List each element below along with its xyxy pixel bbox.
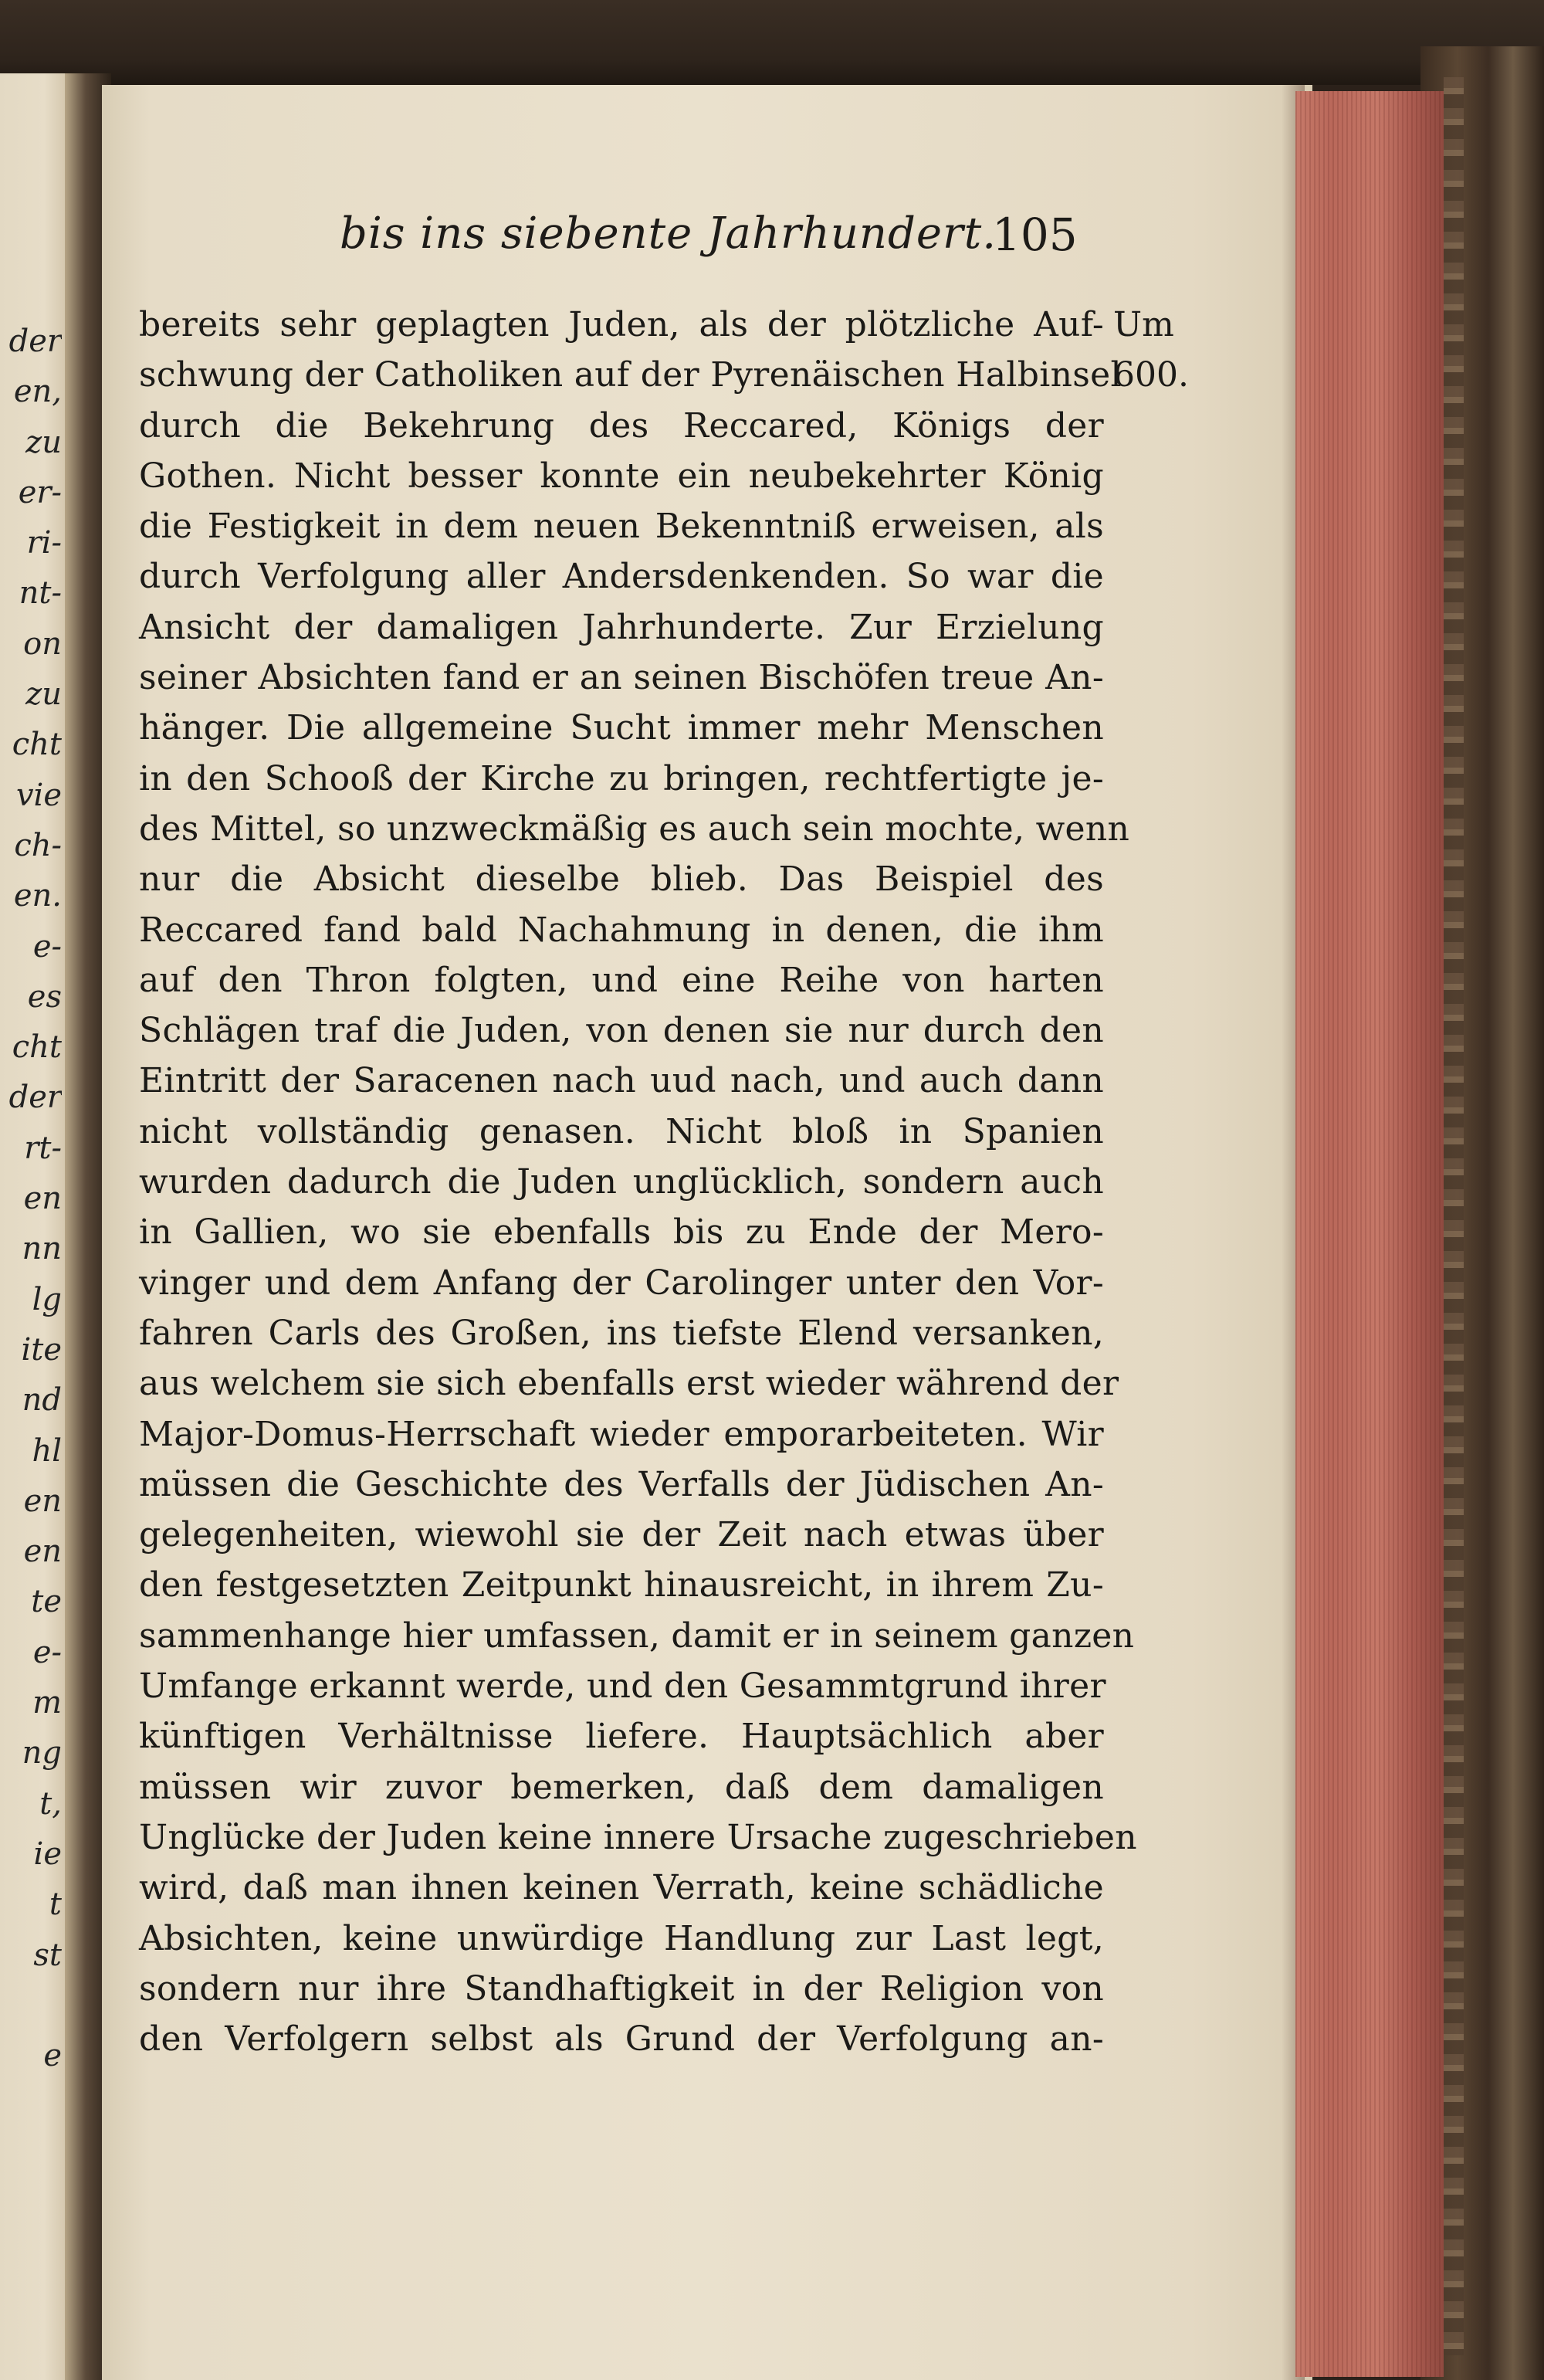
left-page-fragment: en <box>23 1181 62 1217</box>
left-page-fragment: e- <box>32 928 62 965</box>
margin-note <box>1113 300 1206 401</box>
text-line: in den Schooß der Kirche zu bringen, rechtfertigte je- <box>139 758 1104 798</box>
left-page-fragment: cht <box>12 727 62 763</box>
left-page-fragment: zu <box>25 424 62 460</box>
text-line: Reccared fand bald Nachahmung in denen, die ihm <box>139 910 1104 950</box>
text-line: Unglücke der Juden keine innere Ursache zugeschrieben <box>139 1817 1137 1857</box>
left-page-fragment: en, <box>13 374 62 410</box>
text-line: aus welchem sie sich ebenfalls erst wieder während der <box>139 1364 1119 1404</box>
page-number: 105 <box>992 209 1078 261</box>
left-page-fragment: er- <box>18 474 62 510</box>
text-line: Absichten, keine unwürdige Handlung zur Last legt, <box>139 1918 1104 1958</box>
text-line: vinger und dem Anfang der Carolinger unter den Vor- <box>139 1263 1104 1303</box>
left-page-fragments <box>0 317 62 2081</box>
running-head: bis ins siebente Jahrhundert. <box>340 209 997 259</box>
left-page-fragment: st <box>33 1937 62 1973</box>
text-line: hänger. Die allgemeine Sucht immer mehr Menschen <box>139 708 1104 748</box>
text-line: Eintritt der Saracenen nach uud nach, und auch dann <box>139 1061 1104 1101</box>
left-page-fragment: lg <box>32 1281 62 1317</box>
text-line: sammenhange hier umfassen, damit er in seinem ganzen <box>139 1615 1135 1656</box>
text-line: schwung der Catholiken auf der Pyrenäischen Halbinsel <box>139 355 1122 395</box>
page-fore-edge <box>1295 91 1444 2377</box>
text-line: nur die Absicht dieselbe blieb. Das Beispiel des <box>139 859 1104 900</box>
left-page-fragment: e- <box>32 1634 62 1670</box>
book-cover-top <box>0 0 1544 85</box>
cover-binding-edge <box>1444 77 1464 2355</box>
left-page-fragment: cht <box>12 1029 62 1066</box>
text-line: künftigen Verhältnisse liefere. Hauptsächlich aber <box>139 1717 1104 1757</box>
left-page-fragment: nd <box>22 1382 62 1419</box>
text-line: Ansicht der damaligen Jahrhunderte. Zur Erzielung <box>139 607 1104 647</box>
text-line: den festgesetzten Zeitpunkt hinausreicht, in ihrem Zu- <box>139 1565 1104 1605</box>
text-line: sondern nur ihre Standhaftigkeit in der Religion von <box>139 1968 1104 2009</box>
text-line: in Gallien, wo sie ebenfalls bis zu Ende der Mero- <box>139 1212 1104 1253</box>
text-line: müssen wir zuvor bemerken, daß dem damaligen <box>139 1767 1104 1807</box>
left-page-fragment: rt- <box>24 1130 62 1166</box>
left-page-fragment: ch- <box>14 827 62 863</box>
text-line: Gothen. Nicht besser konnte ein neubekehrter König <box>139 456 1104 496</box>
text-line: Major-Domus-Herrschaft wieder emporarbeiteten. Wir <box>139 1414 1104 1454</box>
text-line: nicht vollständig genasen. Nicht bloß in Spanien <box>139 1111 1104 1151</box>
text-line: müssen die Geschichte des Verfalls der Jüdischen An- <box>139 1464 1104 1504</box>
text-line: wurden dadurch die Juden unglücklich, sondern auch <box>139 1162 1104 1202</box>
text-line: wird, daß man ihnen keinen Verrath, keine schädliche <box>139 1868 1104 1908</box>
left-page-fragment: nt- <box>19 575 62 612</box>
text-line: den Verfolgern selbst als Grund der Verfolgung an- <box>139 2019 1104 2060</box>
left-page-fragment: ri- <box>26 525 62 561</box>
text-line: Umfange erkannt werde, und den Gesammtgrund ihrer <box>139 1666 1106 1707</box>
left-page-fragment <box>0 1981 62 2031</box>
left-page-fragment: e <box>43 2038 62 2074</box>
left-page-fragment: ie <box>33 1836 62 1872</box>
left-page-fragment: en <box>23 1483 62 1519</box>
left-page-fragment: ng <box>22 1735 62 1771</box>
left-page-fragment: m <box>32 1685 62 1721</box>
left-page-fragment: hl <box>32 1432 62 1469</box>
left-page-fragment: t <box>49 1887 62 1923</box>
left-page-fragment: te <box>31 1584 62 1620</box>
text-line: Schlägen traf die Juden, von denen sie nur durch den <box>139 1011 1104 1051</box>
left-page-fragment: vie <box>15 777 62 813</box>
left-page-fragment: es <box>27 978 62 1015</box>
left-page-fragment: en. <box>13 878 62 914</box>
left-page-fragment: on <box>23 626 62 662</box>
text-line: bereits sehr geplagten Juden, als der plötzliche Auf- <box>139 305 1104 344</box>
left-page-fragment: t, <box>39 1785 62 1822</box>
text-line: gelegenheiten, wiewohl sie der Zeit nach etwas über <box>139 1515 1104 1555</box>
text-line: die Festigkeit in dem neuen Bekenntniß erweisen, als <box>139 507 1104 547</box>
margin-note-line: 600. <box>1113 355 1189 395</box>
text-line: durch die Bekehrung des Reccared, Königs der <box>139 405 1104 446</box>
margin-note-line: Um <box>1113 305 1174 344</box>
text-line: auf den Thron folgten, und eine Reihe von harten <box>139 960 1104 1000</box>
left-page-fragment: der <box>8 1080 62 1116</box>
text-line: seiner Absichten fand er an seinen Bischöfen treue An- <box>139 658 1104 698</box>
left-page-fragment: en <box>23 1534 62 1570</box>
left-page-fragment: ite <box>21 1331 62 1368</box>
left-page-fragment: der <box>8 324 62 359</box>
left-page-fragment: zu <box>25 676 62 713</box>
text-line: durch Verfolgung aller Andersdenkenden. So war die <box>139 557 1104 597</box>
left-page-fragment: nn <box>22 1231 62 1267</box>
text-line: fahren Carls des Großen, ins tiefste Elend versanken, <box>139 1313 1104 1353</box>
body-text <box>139 300 1137 2064</box>
text-line: des Mittel, so unzweckmäßig es auch sein mochte, wenn <box>139 809 1130 849</box>
